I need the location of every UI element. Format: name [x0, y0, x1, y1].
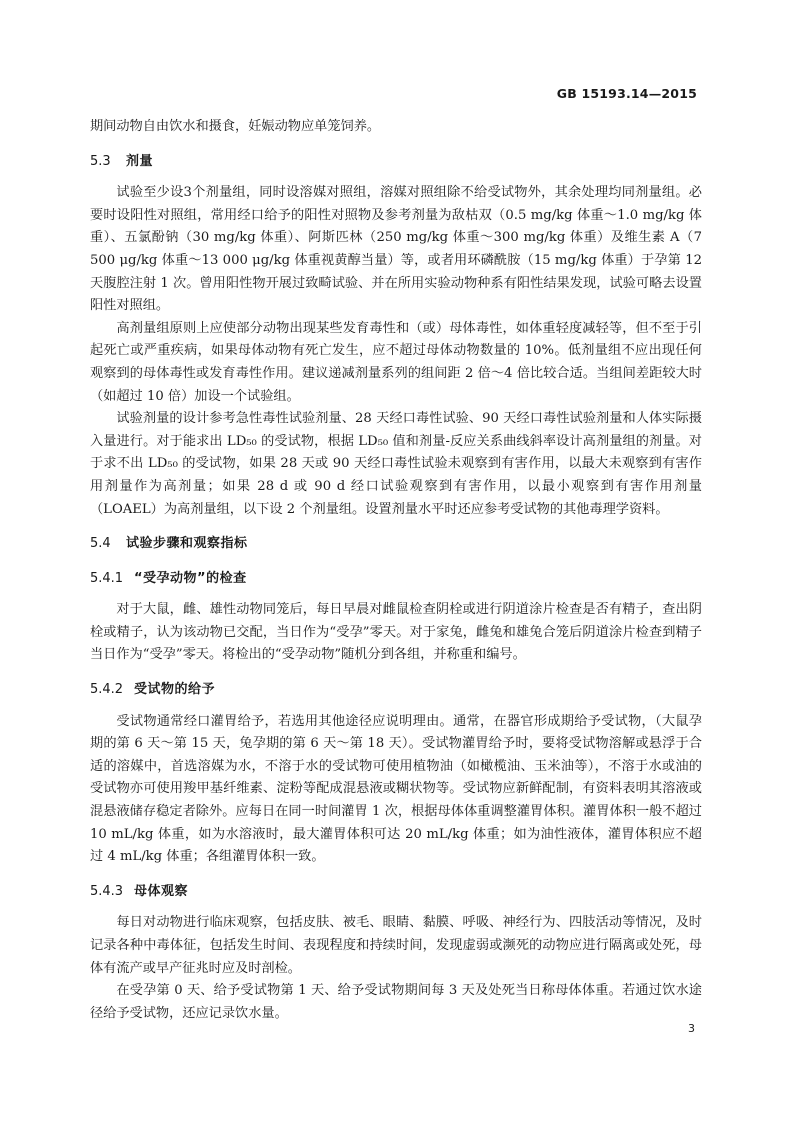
section-5-4-2-heading	[90, 679, 702, 702]
section-title: 母体观察	[134, 883, 189, 899]
paragraph: 试验至少设3个剂量组，同时设溶媒对照组，溶媒对照组除不给受试物外，其余处理均同剂量组。必要时设阳性对照组，常用经口给予的阳性对照物及参考剂量为敌枯双（0.5 mg/kg 体重～1.0 mg/kg 体重）、五氯酚钠（30 mg/kg 体重）、阿斯匹林（250 mg/kg 体重～300 mg/kg 体重）及维生素 A（7 500 μg/kg 体重～13 000 μg/kg 体重视黄醇当量）等，或者用环磷酰胺（15 mg/kg 体重）于孕第 12 天腹腔注射 1 次。曾用阳性物开展过致畸试验、并在所用实验动物种系有阳性结果发现，试验可略去设置阳性对照组。	[90, 185, 702, 314]
intro-line: 期间动物自由饮水和摄食，妊娠动物应单笼饲养。	[90, 119, 381, 134]
section-number: 5.4.1	[90, 570, 124, 586]
section-title: 受试物的给予	[134, 682, 216, 698]
paragraph: 高剂量组原则上应使部分动物出现某些发育毒性和（或）母体毒性，如体重轻度减轻等，但不至于引起死亡或严重疾病，如果母体动物有死亡发生，应不超过母体动物数量的 10%。低剂量组不应出现任何观察到的母体毒性或发育毒性作用。建议递减剂量系列的组间距 2 倍～4 倍比较合适。当组间差距较大时（如超过 10 倍）加设一个试验组。	[90, 320, 702, 404]
section-5-4-heading	[90, 533, 702, 556]
section-5-3-heading	[90, 151, 702, 174]
section-title: 剂量	[126, 153, 154, 169]
section-5-4-1-heading	[90, 568, 702, 591]
page-number: 3	[688, 1022, 695, 1035]
section-number: 5.4.3	[90, 883, 124, 899]
section-5-4-3-heading	[90, 881, 702, 904]
section-title: 试验步骤和观察指标	[126, 536, 248, 552]
document-body	[90, 116, 702, 1025]
paragraph: 对于大鼠，雌、雄性动物同笼后，每日早晨对雌鼠检查阴栓或进行阴道涂片检查是否有精子，查出阴栓或精子，认为该动物已交配，当日作为“受孕”零天。对于家兔，雌兔和雄兔合笼后阴道涂片检查到精子当日作为“受孕”零天。将检出的“受孕动物”随机分到各组，并称重和编号。	[90, 602, 702, 663]
section-number: 5.3	[90, 153, 111, 169]
section-title: “受孕动物”的检查	[134, 570, 247, 586]
paragraph: 受试物通常经口灌胃给予，若选用其他途径应说明理由。通常，在器官形成期给予受试物，（大鼠孕期的第 6 天～第 15 天，兔孕期的第 6 天～第 18 天）。受试物灌胃给予时，要将受试物溶解或悬浮于合适的溶媒中，首选溶媒为水，不溶于水的受试物可使用植物油（如橄榄油、玉米油等），不溶于水或油的受试物亦可使用羧甲基纤维素、淀粉等配成混悬液或糊状物等。受试物应新鲜配制，有资料表明其溶液或混悬液储存稳定者除外。应每日在同一时间灌胃 1 次，根据母体体重调整灌胃体积。灌胃体积一般不超过 10 mL/kg 体重，如为水溶液时，最大灌胃体积可达 20 mL/kg 体重；如为油性液体，灌胃体积应不超过 4 mL/kg 体重；各组灌胃体积一致。	[90, 713, 702, 865]
paragraph: 试验剂量的设计参考急性毒性试验剂量、28 天经口毒性试验、90 天经口毒性试验剂量和人体实际摄入量进行。对于能求出 LD₅₀ 的受试物，根据 LD₅₀ 值和剂量-反应关系曲线斜率设计高剂量组的剂量。对于求不出 LD₅₀ 的受试物，如果 28 天或 90 天经口毒性试验未观察到有害作用，以最大未观察到有害作用剂量作为高剂量；如果 28 d 或 90 d 经口试验观察到有害作用，以最小观察到有害作用剂量（LOAEL）为高剂量组，以下设 2 个剂量组。设置剂量水平时还应参考受试物的其他毒理学资料。	[90, 411, 702, 517]
paragraph: 每日对动物进行临床观察，包括皮肤、被毛、眼睛、黏膜、呼吸、神经行为、四肢活动等情况，及时记录各种中毒体征，包括发生时间、表现程度和持续时间，发现虚弱或濒死的动物应进行隔离或处死，母体有流产或早产征兆时应及时剖检。	[90, 915, 702, 976]
standard-code: GB 15193.14—2015	[556, 86, 697, 101]
section-number: 5.4.2	[90, 682, 124, 698]
section-number: 5.4	[90, 536, 111, 552]
paragraph: 在受孕第 0 天、给予受试物第 1 天、给予受试物期间每 3 天及处死当日称母体体重。若通过饮水途径给予受试物，还应记录饮水量。	[90, 983, 702, 1021]
